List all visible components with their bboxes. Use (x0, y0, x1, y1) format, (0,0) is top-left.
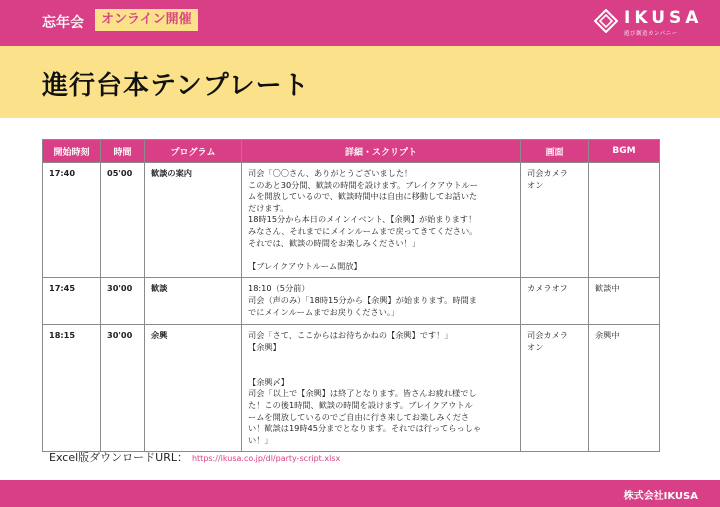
col-header-script: 詳細・スクリプト (242, 140, 521, 163)
cell-screen (521, 278, 589, 325)
script-line: 司会「さて、ここからはお待ちかねの【余興】です！」 (248, 330, 453, 341)
script-line: 司会「以上で【余興】は終了となります。皆さんお疲れ様でし (248, 388, 477, 399)
screen-line: 司会カメラ (527, 330, 568, 341)
footer-bar (0, 480, 720, 507)
cell-start-time: 17:40 (43, 163, 101, 278)
col-header-bgm: BGM (589, 140, 660, 163)
script-line: 18時15分から本日のメインイベント、【余興】が始まります！ (248, 214, 477, 225)
col-header-duration: 時間 (101, 140, 145, 163)
cell-program: 歓談の案内 (145, 163, 242, 278)
table-row (43, 278, 660, 325)
script-line: でにメインルームまでお戻りください。」 (248, 306, 400, 317)
cell-screen (521, 163, 589, 278)
cell-duration: 05'00 (101, 163, 145, 278)
script-line: い！歓談は19時45分までとなります。それでは行ってらっしゃ (248, 423, 482, 434)
script-line: た！この後1時間、歓談の時間を設けます。ブレイクアウトル (248, 399, 473, 410)
script-blank-line (248, 354, 514, 366)
cell-screen (521, 325, 589, 452)
screen-line: 司会カメラ (527, 168, 568, 178)
download-link[interactable]: https://ikusa.co.jp/dl/party-script.xlsx (191, 454, 341, 463)
company-logo[interactable] (594, 8, 709, 38)
page-title: 進行台本テンプレート (42, 71, 310, 101)
script-line: ムを開放しているので、歓談時間中は自由に移動してお話いた (248, 191, 478, 202)
script-line: 【ブレイクアウトルーム開放】 (248, 260, 362, 271)
col-header-screen: 画面 (521, 140, 589, 163)
header-bar (0, 0, 720, 46)
ikusa-diamond-icon (594, 9, 618, 33)
cell-program: 余興 (145, 325, 242, 452)
table-row (43, 163, 660, 278)
script-blank-line (248, 249, 514, 261)
logo-tagline: 遊び創造カンパニー (624, 31, 678, 37)
cell-duration: 30'00 (101, 325, 145, 452)
cell-start-time: 18:15 (43, 325, 101, 452)
cell-bgm: 余興中 (589, 325, 660, 452)
script-line: 司会「〇〇さん、ありがとうございました！ (248, 168, 413, 178)
script-line: 【余興】 (248, 341, 281, 352)
script-line: ームを開放しているのでご自由に行き来してお楽しみくださ (248, 411, 470, 422)
title-band (0, 46, 720, 118)
screen-line: オン (527, 179, 544, 190)
download-label: Excel版ダウンロードURL： (49, 451, 188, 464)
screen-line: オン (527, 341, 544, 352)
script-table (42, 139, 660, 452)
download-section (49, 449, 340, 465)
logo-wordmark: IKUSA (624, 8, 703, 28)
cell-script (242, 278, 521, 325)
table-row (43, 325, 660, 452)
script-line: い！」 (248, 434, 273, 445)
col-header-program: プログラム (145, 140, 242, 163)
script-line: それでは、歓談の時間をお楽しみください！」 (248, 237, 420, 248)
script-line: みなさん、それまでにメインルームまで戻ってきてください。 (248, 225, 478, 236)
cell-script (242, 163, 521, 278)
cell-script (242, 325, 521, 452)
script-line: だけます。 (248, 202, 289, 213)
online-badge: オンライン開催 (95, 9, 198, 31)
cell-bgm (589, 163, 660, 278)
screen-line: カメラオフ (527, 283, 568, 294)
table-header-row (43, 140, 660, 163)
script-line: このあと30分間、歓談の時間を設けます。ブレイクアウトルー (248, 179, 478, 190)
script-blank-line (248, 365, 514, 377)
cell-duration: 30'00 (101, 278, 145, 325)
script-line: 18:10（5分前） (248, 283, 310, 294)
cell-program: 歓談 (145, 278, 242, 325)
cell-bgm: 歓談中 (589, 278, 660, 325)
script-line: 司会（声のみ）「18時15分から【余興】が始まります。時間ま (248, 294, 477, 305)
col-header-start: 開始時刻 (43, 140, 101, 163)
script-line: 【余興〆】 (248, 376, 289, 387)
event-name: 忘年会 (42, 15, 84, 31)
company-name: 株式会社IKUSA (623, 491, 698, 502)
cell-start-time: 17:45 (43, 278, 101, 325)
